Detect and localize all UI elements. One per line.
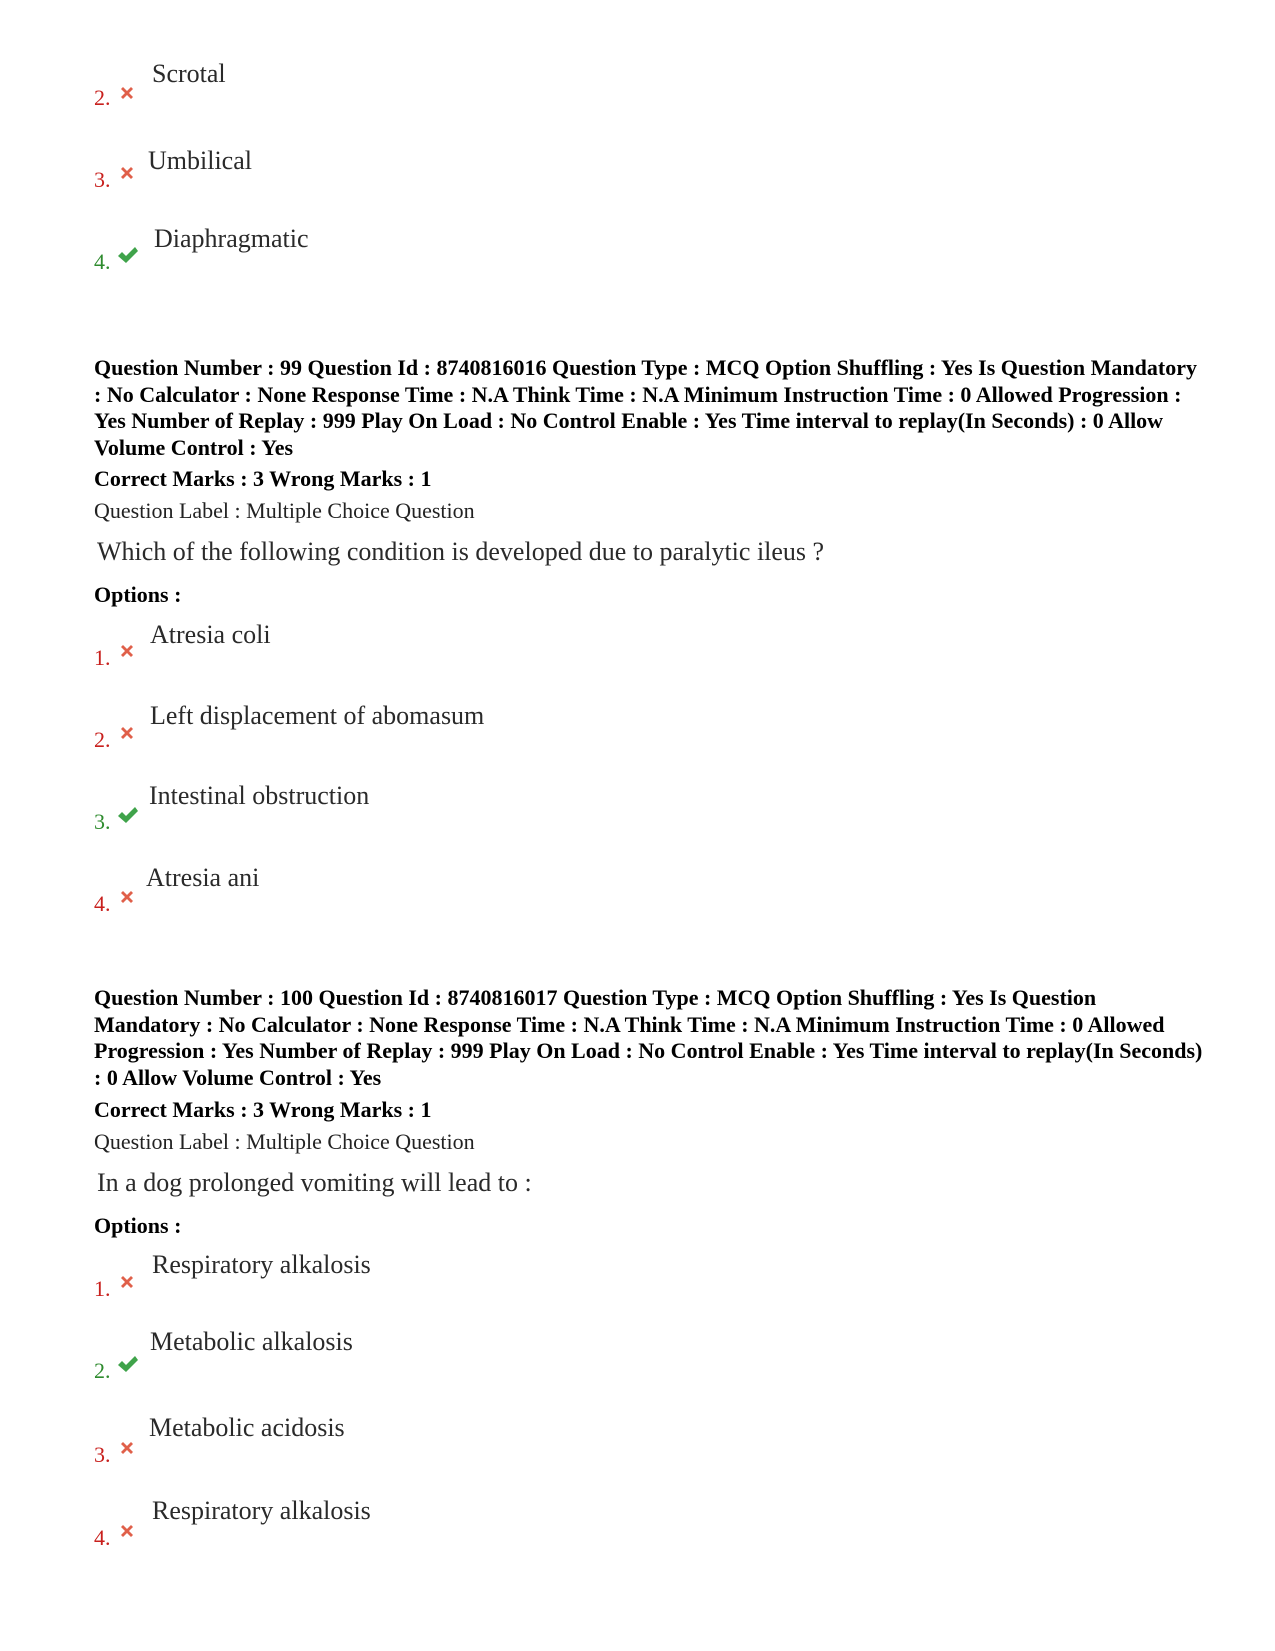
options-header: Options :	[94, 582, 182, 607]
option-text: Metabolic alkalosis	[150, 1327, 353, 1356]
question-marks: Correct Marks : 3 Wrong Marks : 1	[94, 1097, 432, 1122]
option-number: 3.	[94, 1442, 111, 1467]
option-item	[0, 1247, 700, 1307]
option-number: 4.	[94, 891, 111, 916]
option-item	[0, 616, 700, 676]
option-item	[0, 1329, 700, 1389]
option-number: 2.	[94, 85, 111, 110]
option-text: Scrotal	[152, 59, 226, 88]
option-number: 1.	[94, 1276, 111, 1301]
question-meta: Question Number : 99 Question Id : 8740816016 Question Type : MCQ Option Shuffling : Yes Is Question Mandatory : No Calculator : None Response Time : N.A Think Time : N.A Minimum Instruction Time : 0 Allowed Progression : Yes Number of Replay : 999 Play On Load : No Control Enable : Yes Time interval to replay(In Seconds) : 0 Allow Volume Control : Yes	[94, 355, 1197, 460]
option-item	[0, 780, 700, 840]
cross-icon	[118, 888, 136, 906]
option-text: Umbilical	[148, 146, 252, 175]
check-icon	[117, 1355, 139, 1373]
option-text: Metabolic acidosis	[149, 1413, 345, 1442]
option-item	[0, 862, 700, 922]
option-item	[0, 58, 700, 118]
option-item	[0, 140, 700, 200]
option-text: Diaphragmatic	[154, 224, 309, 253]
cross-icon	[118, 724, 136, 742]
question-label: Question Label : Multiple Choice Question	[94, 498, 475, 523]
option-number: 2.	[94, 727, 111, 752]
question-label: Question Label : Multiple Choice Question	[94, 1129, 475, 1154]
option-number: 3.	[94, 809, 111, 834]
option-text: Respiratory alkalosis	[152, 1250, 371, 1279]
check-icon	[117, 806, 139, 824]
option-number: 4.	[94, 249, 111, 274]
question-text: In a dog prolonged vomiting will lead to :	[97, 1168, 532, 1197]
option-item	[0, 222, 700, 282]
option-text: Left displacement of abomasum	[150, 701, 485, 730]
options-header: Options :	[94, 1213, 182, 1238]
question-text: Which of the following condition is developed due to paralytic ileus ?	[97, 537, 825, 566]
option-number: 3.	[94, 167, 111, 192]
question-marks: Correct Marks : 3 Wrong Marks : 1	[94, 466, 432, 491]
cross-icon	[118, 164, 136, 182]
option-number: 2.	[94, 1358, 111, 1383]
cross-icon	[118, 1439, 136, 1457]
option-number: 1.	[94, 645, 111, 670]
option-text: Atresia coli	[150, 620, 271, 649]
option-item	[0, 1413, 700, 1473]
option-item	[0, 1496, 700, 1556]
cross-icon	[118, 642, 136, 660]
option-text: Intestinal obstruction	[149, 781, 370, 810]
cross-icon	[118, 1273, 136, 1291]
cross-icon	[118, 84, 136, 102]
option-number: 4.	[94, 1525, 111, 1550]
option-item	[0, 698, 700, 758]
option-text: Respiratory alkalosis	[152, 1496, 371, 1525]
cross-icon	[118, 1522, 136, 1540]
option-text: Atresia ani	[146, 863, 260, 892]
check-icon	[117, 246, 139, 264]
question-meta: Question Number : 100 Question Id : 8740816017 Question Type : MCQ Option Shuffling : Yes Is Question Mandatory : No Calculator : None Response Time : N.A Think Time : N.A Minimum Instruction Time : 0 Allowed Progression : Yes Number of Replay : 999 Play On Load : No Control Enable : Yes Time interval to replay(In Seconds) : 0 Allow Volume Control : Yes	[94, 985, 1203, 1090]
